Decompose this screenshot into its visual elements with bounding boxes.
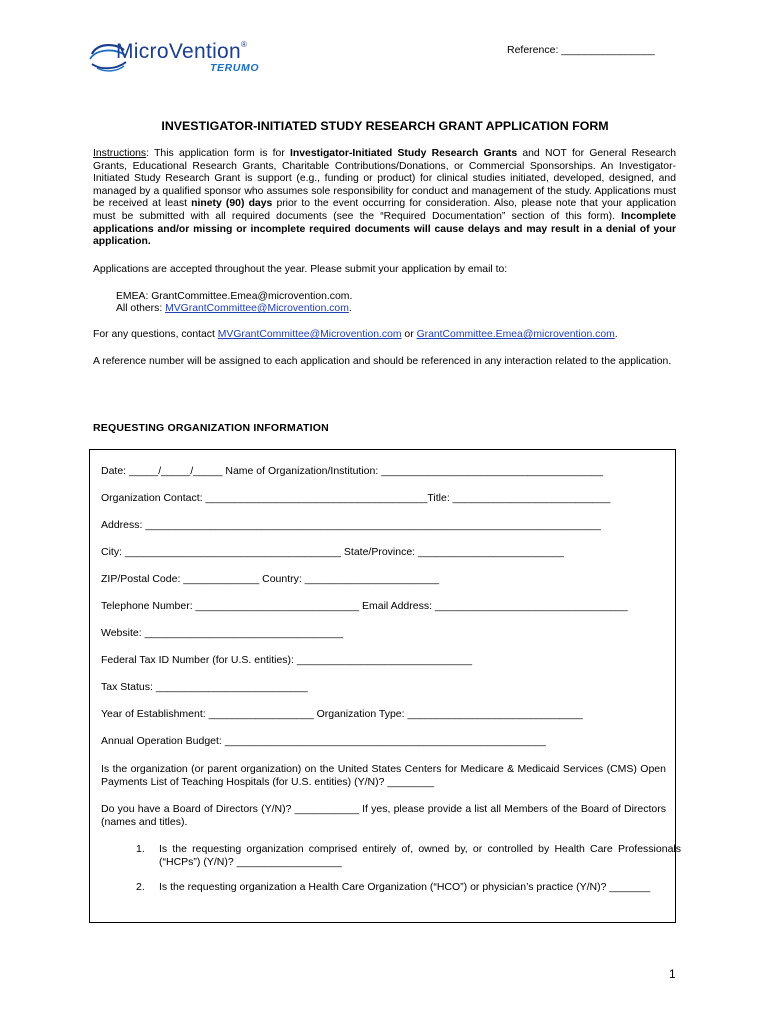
city-state-row[interactable]: City: _____________________________________ State/Province: _________________________ [101, 546, 565, 558]
reference-field[interactable]: Reference: ________________ [507, 44, 655, 56]
microvention-logo [88, 40, 298, 74]
question-1-text: Is the requesting organization comprised entirely of, owned by, or controlled by Health Care Professionals (“HCPs”) (Y/N)? __________________ [159, 843, 681, 868]
logo-wordmark: MicroVention® [116, 40, 248, 63]
questions-email-link-1[interactable]: MVGrantCommittee@Microvention.com [217, 329, 402, 340]
budget-row[interactable]: Annual Operation Budget: _______________________________________________________ [101, 735, 546, 747]
question-2-number: 2. [136, 881, 145, 893]
address-row[interactable]: Address: ______________________________________________________________________________ [101, 519, 601, 531]
tax-id-row[interactable]: Federal Tax ID Number (for U.S. entities): ______________________________ [101, 654, 473, 666]
question-2[interactable] [101, 881, 666, 911]
question-1-number: 1. [136, 843, 145, 855]
cms-question[interactable]: Is the organization (or parent organization) on the United States Centers for Medicare & Medicaid Services (CMS) Open Payments List of Teaching Hospitals (for U.S. entities) (Y/N)? ________ [101, 763, 666, 788]
section-heading: REQUESTING ORGANIZATION INFORMATION [93, 422, 329, 434]
email-emea: EMEA: GrantCommittee.Emea@microvention.com. [116, 291, 353, 302]
organization-info-box [89, 449, 681, 923]
reference-note: A reference number will be assigned to each application and should be referenced in any interaction related to the application. [93, 356, 672, 367]
contact-title-row[interactable]: Organization Contact: ______________________________________Title: ___________________________ [101, 492, 611, 504]
instructions-paragraph: Instructions: This application form is for Investigator-Initiated Study Research Grants and NOT for General Research Grants, Educational Research Grants, Charitable Contributions/Donations, or Commercial Sponsorships. An Investigator-Initiated Study Research Grant is support (e.g., funding or product) for clinical studies initiated, developed, designed, and managed by a qualified sponsor who assumes sole responsibility for conduct and management of the study. Applications must be received at least ninety (90) days prior to the event occurring for consideration. Also, please note that your application must be submitted with all required documents (see the “Required Documentation” section of this form). Incomplete applications and/or missing or incomplete required documents will cause delays and may result in a denial of your application. [93, 148, 676, 248]
instructions-label: Instructions [93, 148, 147, 159]
registered-mark: ® [241, 40, 248, 49]
page-number: 1 [669, 967, 676, 981]
board-question[interactable]: Do you have a Board of Directors (Y/N)? ___________ If yes, please provide a list all Members of the Board of Directors (names and titles). [101, 803, 666, 828]
tax-status-row[interactable]: Tax Status: __________________________ [101, 681, 308, 693]
email-others: All others: MVGrantCommittee@Microvention.com. [116, 303, 352, 314]
others-email-link[interactable]: MVGrantCommittee@Microvention.com [165, 303, 349, 314]
zip-country-row[interactable]: ZIP/Postal Code: _____________ Country: _______________________ [101, 573, 440, 585]
phone-email-row[interactable]: Telephone Number: ____________________________ Email Address: _________________________________ [101, 600, 628, 612]
form-title: INVESTIGATOR-INITIATED STUDY RESEARCH GRANT APPLICATION FORM [161, 119, 609, 133]
submission-intro: Applications are accepted throughout the year. Please submit your application by email to: [93, 264, 508, 275]
website-row[interactable]: Website: __________________________________ [101, 627, 344, 639]
question-1[interactable] [101, 843, 681, 873]
questions-contact: For any questions, contact MVGrantCommittee@Microvention.com or GrantCommittee.Emea@microvention.com. [93, 329, 618, 340]
question-2-text: Is the requesting organization a Health Care Organization (“HCO”) or physician’s practice (Y/N)? _______ [159, 881, 651, 893]
questions-email-link-2[interactable]: GrantCommittee.Emea@microvention.com [416, 329, 615, 340]
logo-terumo: TERUMO [210, 62, 260, 74]
year-orgtype-row[interactable]: Year of Establishment: __________________ Organization Type: ______________________________ [101, 708, 583, 720]
date-org-row[interactable]: Date: _____/_____/_____ Name of Organization/Institution: ______________________________________ [101, 465, 604, 477]
